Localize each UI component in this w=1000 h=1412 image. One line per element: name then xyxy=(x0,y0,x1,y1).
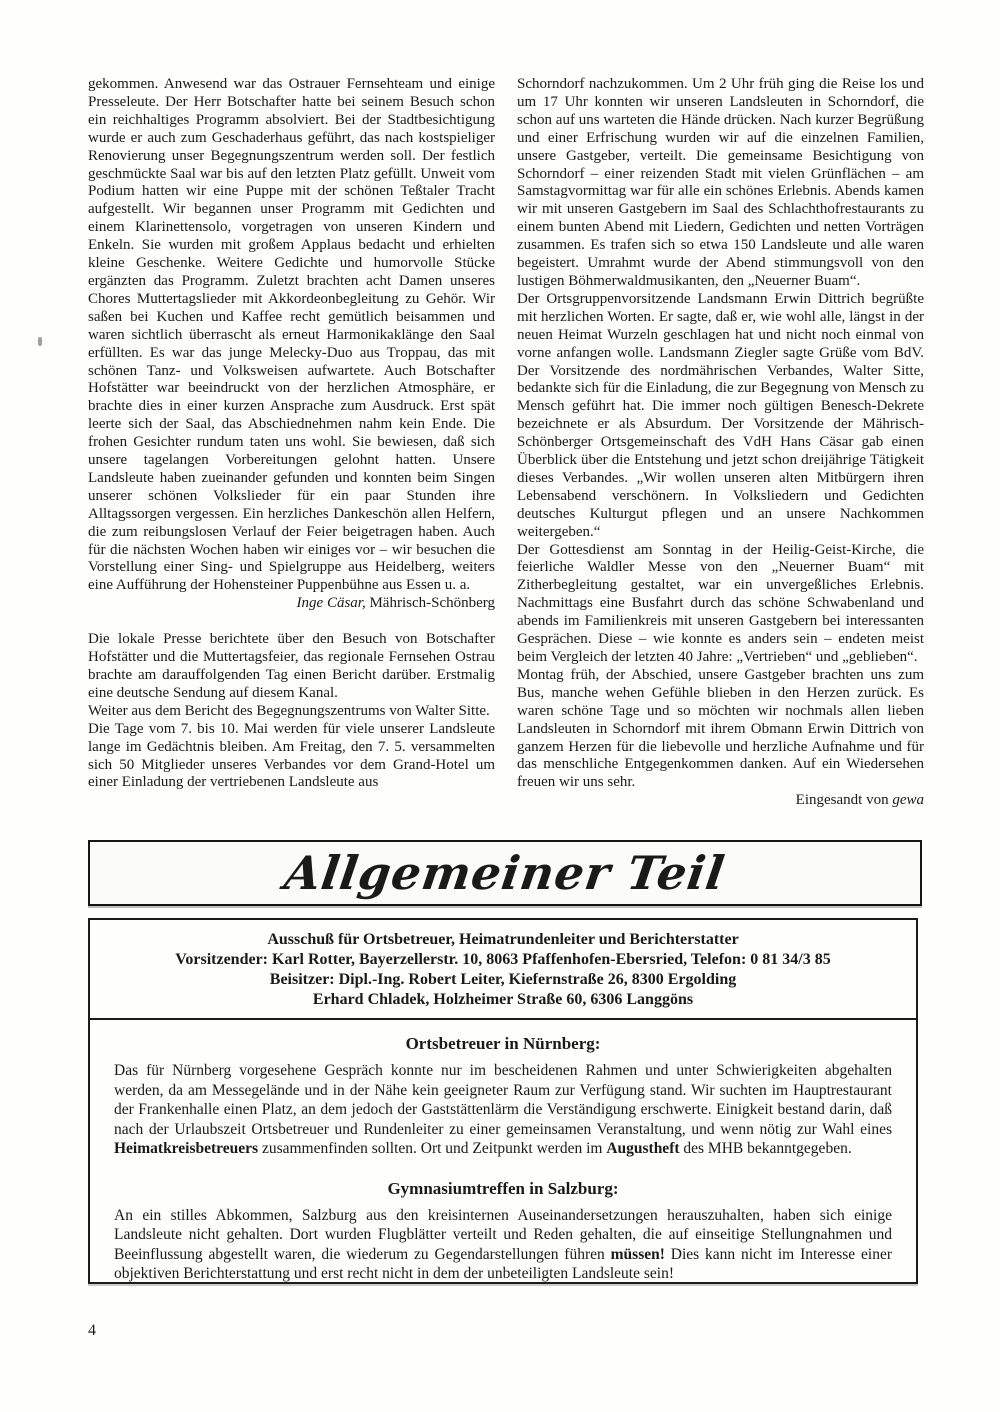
article-paragraph: Der Gottesdienst am Sonntag in der Heilig-Geist-Kirche, die feierliche Waldler Messe von den „Neuerner Buam“ mit Zitherbegleitung gestaltet, war ein unvergeßliches Erlebnis. Nachmittags eine Busfahrt durch das schöne Schwabenland und abends im Familienkreis mit unseren Gastgebern bei interessanten Gesprächen. Diese – wie konnte es anders sein – endeten meist beim Vergleich der letzten 40 Jahre: „Vertrieben“ und „geblieben“. xyxy=(517,541,924,665)
scan-artifact xyxy=(38,337,42,346)
right-column xyxy=(517,76,924,838)
section-heading-salzburg: Gymnasiumtreffen in Salzburg: xyxy=(387,1178,619,1198)
section-body-nuernberg: Das für Nürnberg vorgesehene Gespräch konnte nur im bescheidenen Rahmen und unter Schwierigkeiten abgehalten werden, da am Messegelände und in der Nähe kein geeigneter Raum zur Verfügung stand. Wir suchten im Hauptrestaurant der Frankenhalle einen Platz, an dem jedoch der Gaststättenlärm die Verständigung erschwerte. Einigkeit bestand darin, daß nach der Urlaubszeit Ortsbetreuer und Rundenleiter zu einer gemeinsamen Veranstaltung, und wenn nötig zur Wahl eines Heimatkreisbetreuers zusammenfinden sollten. Ort und Zeitpunkt werden im Augustheft des MHB bekanntgegeben. xyxy=(114,1062,892,1157)
section-body-salzburg: An ein stilles Abkommen, Salzburg aus den kreisinternen Auseinandersetzungen herauszuhalten, haben sich einige Landsleute nicht gehalten. Dort wurden Flugblätter verteilt und Reden gehalten, die auf einseitige Stellungnahmen und Beeinflussung abgestellt waren, die wiederum zu Gegendarstellungen führen müssen! Dies kann nicht im Interesse einer objektiven Berichterstattung und erst recht nicht in dem der unbeteiligten Landsleute sein! xyxy=(114,1206,892,1282)
signature-author: Inge Cäsar, xyxy=(296,595,366,612)
submitted-prefix: Eingesandt von xyxy=(795,792,893,809)
committee-assessor-line: Beisitzer: Dipl.-Ing. Robert Leiter, Kiefernstraße 26, 8300 Ergolding xyxy=(269,971,737,988)
section-heading-nuernberg: Ortsbetreuer in Nürnberg: xyxy=(405,1034,601,1053)
signature-line xyxy=(88,595,495,613)
page-number: 4 xyxy=(88,1322,96,1339)
article-paragraph: Montag früh, der Abschied, unsere Gastgeber brachten uns zum Bus, manche wehen Gefühle blieben in den Herzen zurück. Es waren schöne Tage und so möchten wir nochmals allen lieben Landsleuten in Schorndorf mit ihrem Obmann Erwin Dittrich von ganzem Herzen für die liebevolle und herzliche Aufnahme und für das menschliche Entgegenkommen danken. Auf ein Wiedersehen freuen wir uns sehr. xyxy=(517,666,924,791)
article-paragraph: gekommen. Anwesend war das Ostrauer Fernsehteam und einige Presseleute. Der Herr Botschafter hatte bei seinem Besuch schon ein reichhaltiges Programm absolviert. Bei der Stadtbesichtigung wurde er auch zum Geschaderhaus geführt, das nach kostspieliger Renovierung unser Begegnungszentrum werden soll. Der festlich geschmückte Saal war bis auf den letzten Platz gefüllt. Unweit vom Podium hatten wir eine Puppe mit der schönen Teßtaler Tracht aufgestellt. Wir begannen unser Programm mit Gedichten und einem Klarinettensolo, vorgetragen von unseren Kindern und Enkeln. Sie wurden mit großem Applaus bedacht und erhielten kleine Geschenke. Weitere Gedichte und humorvolle Stücke ergänzten das Programm. Zuletzt brachten acht Damen unseres Chores Muttertagslieder mit Akkordeonbegleitung zu Gehör. Wir saßen bei Kuchen und Kaffee recht gemütlich beisammen und waren sichtlich überrascht als erneut Harmonikaklänge den Saal erfüllten. Es war das junge Melecky-Duo aus Troppau, das mit schönen Tanz- und Volksweisen aufwartete. Auch Botschafter Hofstätter war beeindruckt von der herzlichen Atmosphäre, er brachte dies in einer kurzen Ansprache zum Ausdruck. Erst spät leerte sich der Saal, das Abschiednehmen nahm kein Ende. Die frohen Gesichter rundum taten uns wohl. Sie bewiesen, daß sich unsere tagelangen Vorbereitungen gelohnt hatten. Unsere Landsleute haben zueinander gefunden und konnten beim Singen unserer schönen Volkslieder für ein paar Stunden ihre Alltagssorgen vergessen. Ein herzliches Dankeschön allen Helfern, die zum reibungslosen Verlauf der Feier beigetragen haben. Auch für die nächsten Wochen haben wir einiges vor – wir besuchen die Vorstellung einer Sing- und Spielgruppe aus Heidelberg, weiters eine Aufführung der Hohensteiner Puppenbühne aus Essen u. a. xyxy=(88,76,495,594)
article-paragraph: Die Tage vom 7. bis 10. Mai werden für viele unserer Landsleute lange im Gedächtnis bleiben. Am Freitag, den 7. 5. versammelten sich 50 Mitglieder unseres Verbandes vor dem Grand-Hotel um einer Einladung der vertriebenen Landsleute aus xyxy=(88,720,495,791)
article-paragraph: Schorndorf nachzukommen. Um 2 Uhr früh ging die Reise los und um 17 Uhr konnten wir unseren Landsleuten in Schorndorf, die schon auf uns warteten die Hände drücken. Nach kurzer Begrüßung und einer Erfrischung wurden wir auf die einzelnen Familien, unsere Gastgeber, verteilt. Die gemeinsame Besichtigung von Schorndorf – einer reizenden Stadt mit vielen Grünflächen – am Samstagvormittag war für alle ein schönes Erlebnis. Abends kamen wir mit unseren Gastgebern im Saal des Schlachthofrestaurants zu einem bunten Abend mit Liedern, Gedichten und netten Vorträgen zusammen. Es trafen sich so etwa 150 Landsleute und alle waren begeistert. Umrahmt wurde der Abend stimmungsvoll von den lustigen Böhmerwaldmusikanten, den „Neuerner Buam“. xyxy=(517,76,924,289)
committee-title-line: Ausschuß für Ortsbetreuer, Heimatrundenleiter und Berichterstatter xyxy=(267,931,739,948)
article-columns xyxy=(88,76,924,838)
article-paragraph: Der Ortsgruppenvorsitzende Landsmann Erwin Dittrich begrüßte mit herzlichen Worten. Er sagte, daß er, wie wohl alle, längst in der neuen Heimat Wurzeln geschlagen hat und nicht noch einmal von vorne anfangen wolle. Landsmann Ziegler sagte Grüße vom BdV. Der Vorsitzende des nordmährischen Verbandes, Walter Sitte, bedankte sich für die Einladung, die zur Begegnung von Mensch zu Mensch geführt hat. Die immer noch gültigen Benesch-Dekrete bezeichnete er als Absurdum. Der Vorsitzende der Mährisch-Schönberger Ortsgemeinschaft des VdH Hans Cäsar gab einen Überblick über die Entstehung und jetzt schon dreijährige Tätigkeit dieses Verbandes. „Wir wollen unseren alten Mitbürgern ihren Lebensabend verschönern. In Volksliedern und Gedichten deutsches Kulturgut pflegen und an unsere Nachkommen weitergeben.“ xyxy=(517,290,924,540)
article-paragraph: Weiter aus dem Bericht des Begegnungszentrums von Walter Sitte. xyxy=(88,702,490,719)
committee-header xyxy=(90,920,916,1020)
section-nuernberg xyxy=(90,1034,916,1159)
submitted-author: gewa xyxy=(892,792,924,809)
committee-chairman-line: Vorsitzender: Karl Rotter, Bayerzellerstr. 10, 8063 Pfaffenhofen-Ebersried, Telefon: 0 81 34/3 85 xyxy=(175,951,831,968)
submitted-line xyxy=(517,792,924,810)
left-column xyxy=(88,76,495,838)
article-paragraph: Die lokale Presse berichtete über den Besuch von Botschafter Hofstätter und die Muttertagsfeier, das regionale Fernsehen Ostrau brachte am darauffolgenden Tag einen Bericht darüber. Erstmalig eine deutsche Sendung auf diesem Kanal. xyxy=(88,631,495,701)
committee-box xyxy=(88,918,918,1284)
signature-place: Mährisch-Schönberg xyxy=(365,595,495,612)
banner-title: Allgemeiner Teil xyxy=(281,846,729,900)
committee-assessor-line-2: Erhard Chladek, Holzheimer Straße 60, 6306 Langgöns xyxy=(312,991,694,1008)
section-banner xyxy=(88,840,922,906)
section-salzburg xyxy=(90,1179,916,1284)
